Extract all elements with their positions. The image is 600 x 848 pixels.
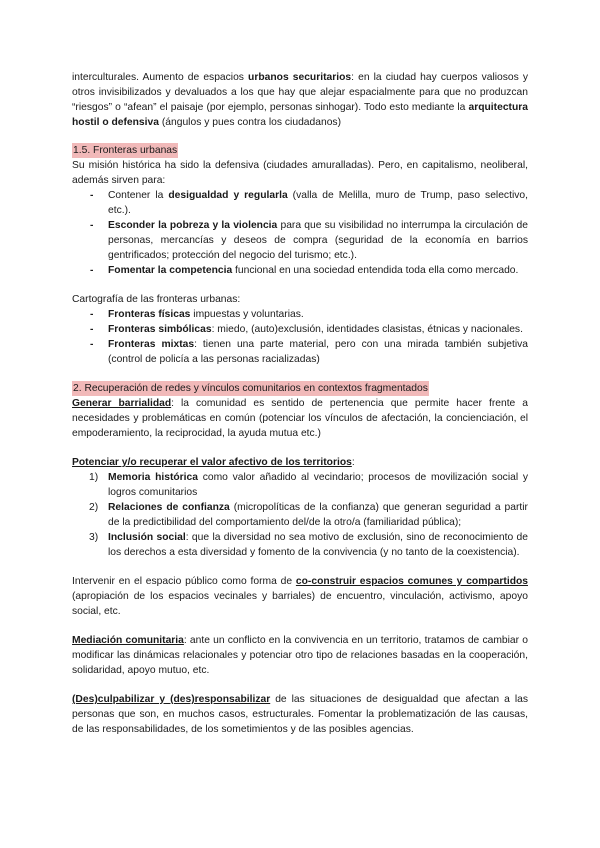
afectivo-heading: Potenciar y/o recuperar el valor afectivo de los territorios: (72, 457, 355, 468)
list-item: - Fronteras físicas impuestas y voluntarias. (72, 307, 528, 322)
document-page (72, 70, 528, 737)
list-item: - Fronteras simbólicas: miedo, (auto)exclusión, identidades clasistas, étnicas y nacionales. (72, 322, 528, 337)
barrialidad-paragraph: Generar barrialidad: la comunidad es sentido de pertenencia que permite hacer frente a necesidades y problemáticas en común (potenciar los vínculos de afectación, la concienciación, el empoderamiento, la reciprocidad, la ayuda mutua etc.) (72, 398, 529, 439)
list-item: - Fomentar la competencia funcional en una sociedad entendida toda ella como mercado. (72, 263, 528, 278)
list-item: 3) Inclusión social: que la diversidad no sea motivo de exclusión, sino de reconocimiento de los derechos a esta diversidad y fomento de la convivencia (y no tanto de la coexistencia). (89, 532, 528, 558)
desculpabilizar-paragraph: (Des)culpabilizar y (des)responsabilizar de las situaciones de desigualdad que afectan a las personas que son, en muchos casos, estructurales. Fomentar la problematización de las causas, de las responsabilidades, de los sometimientos y de las posibles agencias. (72, 694, 528, 735)
section-heading-2: 2. Recuperación de redes y vínculos comunitarios en contextos fragmentados (73, 383, 428, 394)
fronteras-functions-list (72, 188, 528, 278)
list-item: - Esconder la pobreza y la violencia para que su visibilidad no interrumpa la circulación de personas, mercancías y deseos de compra (seguridad de la economía en barrios gentrificados; protección del negocio del turismo; etc.). (72, 218, 528, 263)
list-item: 2) Relaciones de confianza (micropolíticas de la confianza) que generan seguridad a partir de la predictibilidad del comportamiento del/de la otro/a (familiaridad pública); (89, 502, 528, 528)
intervenir-paragraph: Intervenir en el espacio público como forma de co-construir espacios comunes y compartidos (apropiación de los espacios vecinales y barriales) de encuentro, vinculación, activismo, apoyo social, etc. (72, 576, 528, 617)
list-item: 1) Memoria histórica como valor añadido al vecindario; procesos de movilización social y logros comunitarios (89, 472, 529, 498)
section-heading-1-5: 1.5. Fronteras urbanas (73, 145, 178, 156)
afectivo-list (72, 470, 528, 560)
list-item: - Contener la desigualdad y regularla (valla de Melilla, muro de Trump, paso selectivo, etc.). (72, 188, 528, 218)
mediacion-paragraph: Mediación comunitaria: ante un conflicto en la convivencia en un territorio, tratamos de cambiar o modificar las dinámicas relacionales y potenciar otro tipo de relaciones basadas en la cooperación, solidaridad, apoyo mutuo, etc. (72, 635, 528, 676)
cartografia-intro: Cartografía de las fronteras urbanas: (72, 294, 241, 305)
fronteras-intro: Su misión histórica ha sido la defensiva (ciudades amuralladas). Pero, en capitalismo, neoliberal, además sirven para: (72, 160, 528, 186)
intro-paragraph: interculturales. Aumento de espacios urbanos securitarios: en la ciudad hay cuerpos valiosos y otros invisibilizados y devaluados a los que hay que alejar espacialmente para que no produzcan “riesgos” o “afean” el paisaje (por ejemplo, personas sinhogar). Todo esto mediante la arquitectura hostil o defensiva (ángulos y pues contra los ciudadanos) (72, 72, 529, 128)
cartografia-list (72, 307, 528, 367)
list-item: - Fronteras mixtas: tienen una parte material, pero con una mirada también subjetiva (control de policía a las personas racializadas) (72, 337, 528, 367)
